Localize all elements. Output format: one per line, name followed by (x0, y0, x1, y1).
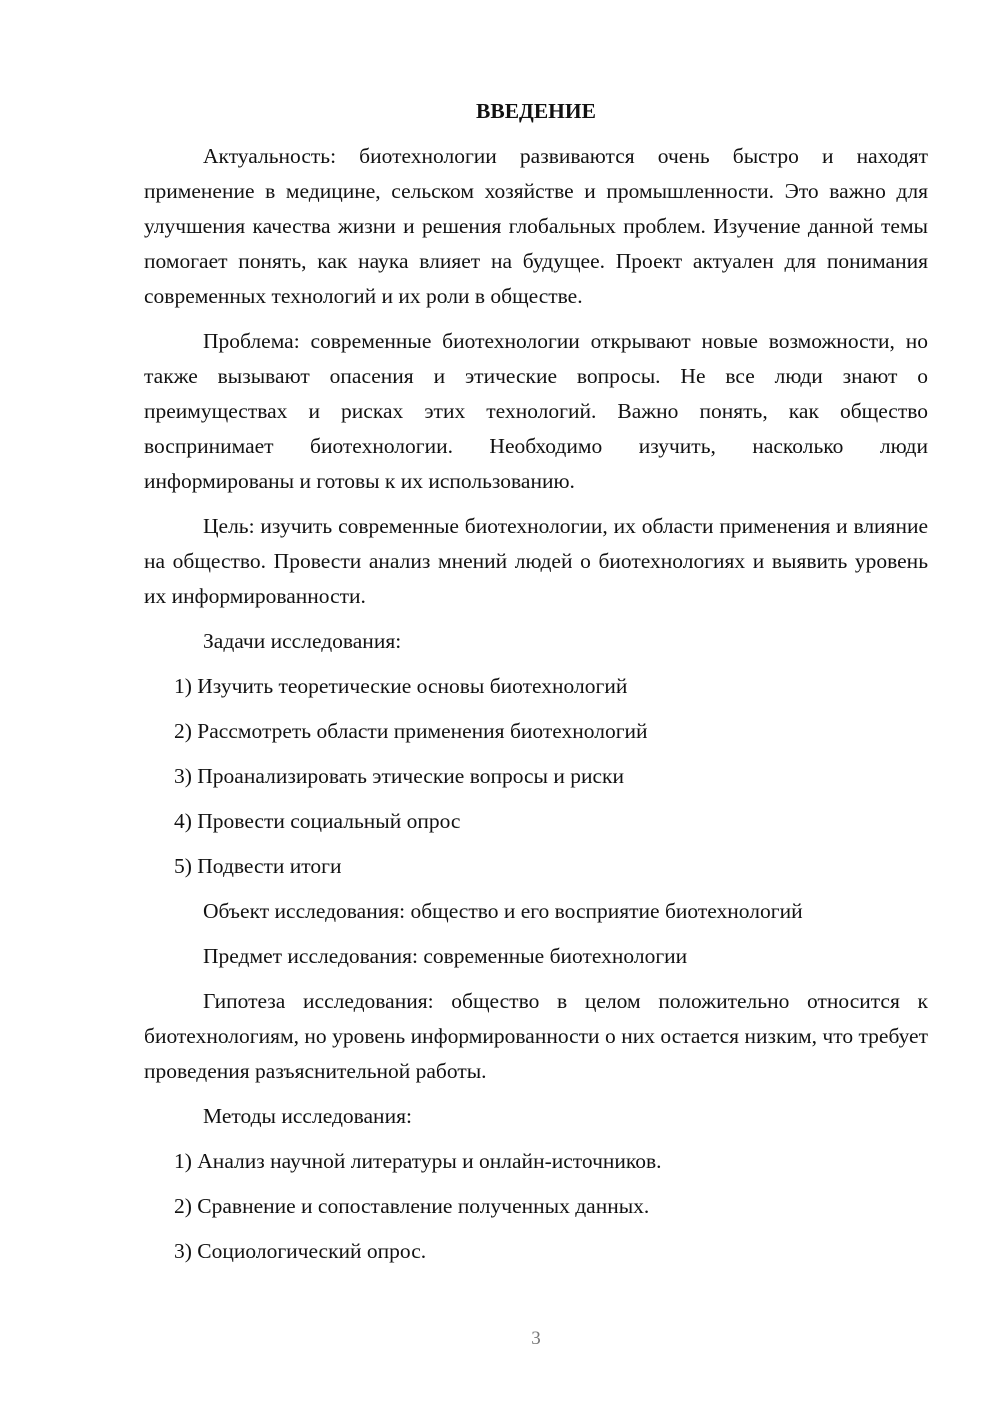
methods-list (144, 1144, 928, 1269)
methods-heading: Методы исследования: (203, 1104, 412, 1128)
list-item-method-3: 3) Социологический опрос. (174, 1239, 427, 1263)
list-item-task-2: 2) Рассмотреть области применения биотехнологий (174, 719, 648, 743)
tasks-list (144, 669, 928, 884)
list-item-method-1: 1) Анализ научной литературы и онлайн-источников. (174, 1149, 662, 1173)
hypothesis-paragraph: Гипотеза исследования: общество в целом положительно относится к биотехнологиям, но уровень информированности о них остается низким, что требует проведения разъяснительной работы. (144, 989, 928, 1083)
list-item-task-5: 5) Подвести итоги (174, 854, 342, 878)
goal-paragraph: Цель: изучить современные биотехнологии, их области применения и влияние на общество. Провести анализ мнений людей о биотехнологиях и выявить уровень их информированности. (144, 514, 928, 608)
page-number: 3 (531, 1328, 541, 1349)
problem-paragraph: Проблема: современные биотехнологии открывают новые возможности, но также вызывают опасения и этические вопросы. Не все люди знают о преимуществах и рисках этих технологий. Важно понять, как общество воспринимает биотехнологии. Необходимо изучить, насколько люди информированы и готовы к их использованию. (144, 329, 928, 493)
list-item-task-4: 4) Провести социальный опрос (174, 809, 461, 833)
object-paragraph: Объект исследования: общество и его восприятие биотехнологий (203, 899, 803, 923)
relevance-paragraph: Актуальность: биотехнологии развиваются очень быстро и находят применение в медицине, сельском хозяйстве и промышленности. Это важно для улучшения качества жизни и решения глобальных проблем. Изучение данной темы помогает понять, как наука влияет на будущее. Проект актуален для понимания современных технологий и их роли в обществе. (144, 144, 928, 308)
list-item-task-3: 3) Проанализировать этические вопросы и риски (174, 764, 624, 788)
list-item-method-2: 2) Сравнение и сопоставление полученных данных. (174, 1194, 650, 1218)
subject-paragraph: Предмет исследования: современные биотехнологии (203, 944, 688, 968)
tasks-heading: Задачи исследования: (203, 629, 402, 653)
page-title: ВВЕДЕНИЕ (476, 99, 596, 123)
list-item-task-1: 1) Изучить теоретические основы биотехнологий (174, 674, 628, 698)
page-content (144, 93, 928, 1279)
